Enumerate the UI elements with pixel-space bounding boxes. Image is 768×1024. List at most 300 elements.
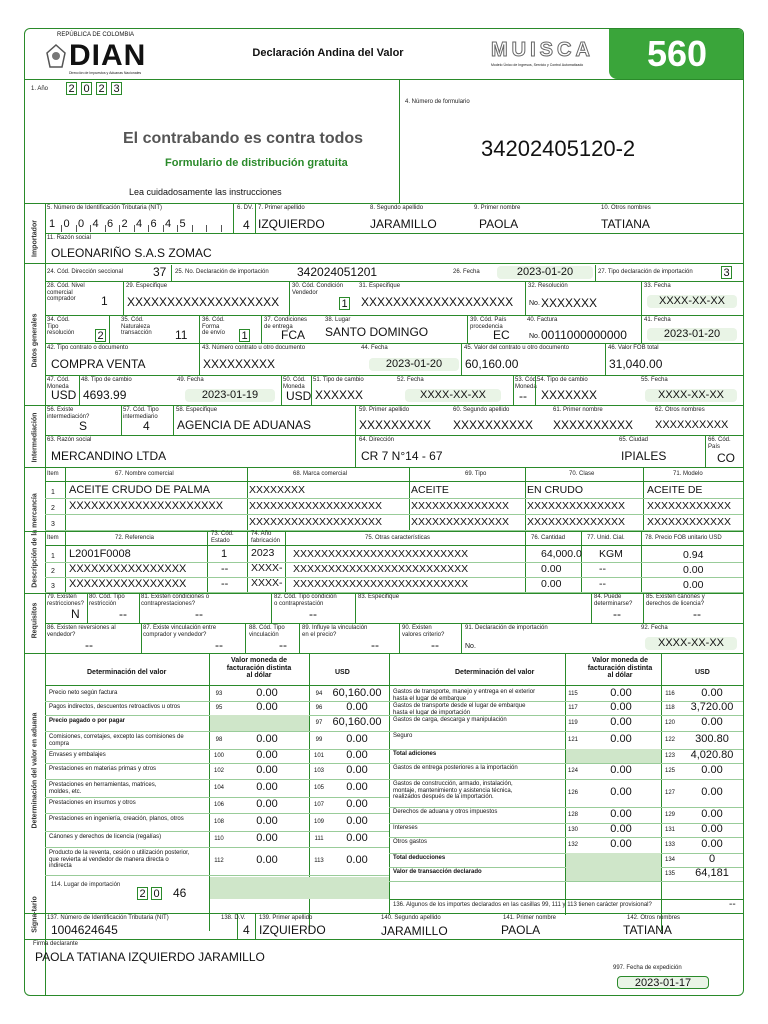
label-51: 51. Tipo de cambio (313, 377, 364, 383)
value-86: -- (85, 638, 93, 652)
items1-modelo: XXXXXXXXXXXX (647, 516, 732, 528)
det-label: Otros gastos (393, 839, 428, 845)
det-label: Comisiones, corretajes, excepto las comisiones de compra (49, 734, 184, 747)
value-57: 4 (143, 419, 150, 433)
value-48: 4693.99 (83, 388, 127, 402)
items2-cantidad: 0.00 (541, 578, 562, 590)
value-140: JARAMILLO (381, 924, 448, 938)
anio-digit: 2 (66, 82, 77, 95)
label-997: 997. Fecha de expedición (613, 965, 682, 971)
det-code: 126 (567, 790, 578, 796)
label-89: 89. Influye la vinculación en el precio? (302, 625, 368, 638)
value-42: COMPRA VENTA (51, 357, 146, 371)
det-code: 123 (664, 753, 675, 759)
section-determinacion: Determinación del valor en aduana (31, 712, 39, 829)
value-43: XXXXXXXXX (203, 357, 276, 371)
value-37: FCA (281, 328, 305, 342)
nit-digit: 1 (49, 218, 56, 230)
digit-tick (76, 225, 77, 232)
det-value: 0.00 (610, 733, 632, 745)
det-code: 122 (664, 737, 675, 743)
det-label: Gastos de carga, descarga y manipulación (393, 717, 507, 723)
free-distribution: Formulario de distribución gratuita (165, 157, 348, 169)
det-code: 105 (313, 785, 324, 791)
label-30: 30. Cód. Condición Vendedor (292, 283, 344, 296)
label-9: 9. Primer nombre (474, 205, 521, 211)
label-92: 92. Fecha (641, 625, 668, 631)
digit-tick (119, 225, 120, 232)
det-label: Gastos de transporte, manejo y entrega en el exterior hasta el lugar de embarque (393, 689, 536, 702)
value-63: MERCANDINO LTDA (51, 449, 167, 463)
label-136: 136. Algunos de los importes declarados en las casillas 99, 111 y 113 tienen carácter provisional? (393, 902, 652, 908)
items1-head-68: 68. Marca comercial (293, 471, 348, 477)
det-label: Total deducciones (393, 855, 446, 861)
value-35: 11 (175, 328, 188, 342)
nit-digit: 0 (78, 218, 85, 230)
items1-tipo: ACEITE (411, 484, 449, 496)
items1-head-70: 70. Clase (569, 471, 595, 477)
label-29: 29. Especifique (126, 283, 168, 289)
digit-tick (177, 225, 178, 232)
value-138: 4 (243, 923, 250, 937)
shaded-cell (210, 877, 389, 899)
label-82: 82. Cód. Tipo condición o contraprestación (274, 594, 337, 607)
det-label: Intereses (393, 825, 418, 831)
value-29: XXXXXXXXXXXXXXXXXXX (127, 295, 280, 309)
form-num-value: 34202405120-2 (481, 136, 636, 161)
items1-tipo: XXXXXXXXXXXXXX (411, 516, 510, 528)
label-141: 141. Primer nombre (503, 915, 557, 921)
det-value: 0 (708, 853, 716, 865)
label-31: 31. Especifique (359, 283, 401, 289)
items2-precio: 0.00 (683, 579, 704, 591)
det-value: 0.00 (701, 838, 723, 850)
det-code: 110 (214, 836, 224, 842)
det-label: Gastos de entrega posteriores a la importación (393, 765, 518, 771)
items2-precio: 0.94 (683, 549, 704, 561)
value-39: EC (493, 328, 510, 342)
label-114: 114. Lugar de importación (51, 882, 121, 888)
label-28: 28. Cód. Nivel comercial comprador (47, 283, 85, 302)
label-45: 45. Valor del contrato u otro documento (464, 345, 569, 351)
items1-modelo: ACEITE DE (647, 484, 703, 496)
nit-digit: 4 (92, 218, 99, 230)
label-35: 35. Cód. Naturaleza transacción (121, 317, 152, 336)
label-36: 36. Cód. Forma de envío (202, 317, 226, 336)
table-row (45, 779, 389, 780)
det-label: Valor de transacción declarado (393, 869, 482, 875)
form-num-label: 4. Número de formulario (405, 99, 470, 105)
dian-logo (43, 31, 203, 75)
value-137: 1004624645 (51, 923, 118, 937)
label-52: 52. Fecha (397, 377, 424, 383)
items2-estado: 1 (221, 548, 228, 560)
nit-digit: 4 (136, 218, 143, 230)
section-signatario: Signa-tario (31, 896, 39, 933)
value-60: XXXXXXXXXX (453, 418, 534, 432)
items2-estado: -- (221, 563, 229, 575)
value-27: 3 (721, 266, 732, 279)
det-head-left: Determinación del valor (87, 669, 167, 676)
det-value: 0.00 (256, 749, 278, 761)
section-descripcion: Descripción de la mercancía (31, 493, 39, 588)
det-value: 0.00 (346, 854, 368, 866)
det-head-usd-left: USD (335, 669, 350, 676)
label-49: 49. Fecha (177, 377, 204, 383)
digit-tick (192, 225, 193, 232)
value-84: -- (613, 607, 621, 621)
det-value: 0.00 (256, 764, 278, 776)
items2-referencia: XXXXXXXXXXXXXXXX (69, 563, 187, 575)
label-37: 37. Condiciones de entrega (264, 317, 308, 330)
det-code: 124 (567, 768, 578, 774)
det-label: Prestaciones en herramientas, matrices, moldes, etc. (49, 782, 157, 795)
items2-unidad: -- (599, 578, 606, 590)
det-label: Derechos de aduana y otros impuestos (393, 809, 498, 815)
digit-tick (163, 225, 164, 232)
label-39: 39. Cód. País procedencia (470, 317, 507, 330)
section-importador: Importador (31, 220, 39, 257)
label-79: 79. Existen restricciones? (47, 594, 85, 607)
items1-clase: XXXXXXXXXXXXXX (527, 500, 626, 512)
value-997: 2023-01-17 (617, 976, 709, 989)
digit-tick (90, 225, 91, 232)
label-54: 54. Tipo de cambio (537, 377, 588, 383)
importador-apellido2: JARAMILLO (370, 217, 437, 231)
value-64: CR 7 N°14 - 67 (361, 449, 443, 463)
label-137: 137. Número de Identificación Tributaria (NIT) (47, 915, 169, 921)
det-value: 0.00 (610, 838, 632, 850)
det-head-mon-right: Valor moneda de facturación distinta al dólar (587, 657, 653, 679)
value-24: 37 (153, 265, 167, 279)
value-45: 60,160.00 (465, 357, 519, 371)
det-code: 128 (567, 812, 578, 818)
shaded-cell (566, 749, 661, 763)
items1-modelo: XXXXXXXXXXXX (647, 500, 732, 512)
label-25: 25. No. Declaración de importación (175, 269, 269, 275)
value-25: 342024051201 (297, 265, 378, 279)
det-value: 300.80 (695, 733, 729, 745)
det-code: 134 (664, 857, 675, 863)
label-26: 26. Fecha (453, 269, 480, 275)
det-code: 108 (213, 819, 224, 825)
items2-head-78: 78. Precio FOB unitario USD (645, 535, 722, 541)
label-58: 58. Especifique (176, 407, 218, 413)
det-code: 109 (313, 819, 324, 825)
section-requisitos: Requisitos (31, 602, 39, 639)
label-60: 60. Segundo apellido (453, 407, 510, 413)
label-43: 43. Número contrato u otro documento (202, 345, 306, 351)
items2-head-item: Item (47, 535, 59, 541)
value-56: S (79, 419, 88, 433)
items1-item-number: 1 (51, 489, 55, 496)
items2-referencia: XXXXXXXXXXXXXXXX (69, 578, 187, 590)
det-label: Producto de la reventa, cesión o utilización posterior, que revierta al vendedor de manera directa o indirecta (49, 850, 190, 870)
det-value: 0.00 (610, 701, 632, 713)
items2-head-75: 75. Otras características (365, 535, 431, 541)
items2-unidad: KGM (599, 548, 623, 560)
det-value: 0.00 (256, 687, 278, 699)
items1-item-number: 2 (51, 505, 55, 512)
value-114-c: 46 (173, 886, 187, 900)
shaded-cell (566, 867, 661, 881)
value-61: XXXXXXXXXX (553, 418, 634, 432)
value-40-prefix: No. (529, 333, 540, 340)
items2-cantidad: 0.00 (541, 563, 562, 575)
republic-label: REPÚBLICA DE COLOMBIA (57, 32, 135, 38)
det-value: 0.00 (346, 701, 368, 713)
digit-tick (61, 225, 62, 232)
det-value: 4,020.80 (690, 749, 734, 761)
value-49: 2023-01-19 (185, 389, 275, 402)
label-6: 6. DV. (237, 205, 254, 211)
slogan: El contrabando es contra todos (123, 130, 364, 147)
importador-razon-social: OLEONARIÑO S.A.S ZOMAC (51, 246, 212, 260)
det-value: 0.00 (256, 781, 278, 793)
det-code: 118 (665, 705, 675, 711)
det-code: 103 (313, 768, 324, 774)
items2-unidad: -- (599, 563, 606, 575)
det-value: 0.00 (346, 815, 368, 827)
label-46: 46. Valor FOB total (608, 345, 659, 351)
label-50: 50. Cód. Moneda (283, 377, 306, 390)
det-value: 0.00 (610, 786, 632, 798)
det-value: 0.00 (701, 786, 723, 798)
det-value: 0.00 (610, 687, 632, 699)
det-value: 0.00 (256, 854, 278, 866)
det-value: 60,160.00 (332, 716, 382, 728)
label-47: 47. Cód. Moneda (47, 377, 70, 390)
det-code: 119 (568, 720, 578, 726)
table-row (45, 498, 744, 499)
label-66: 66. Cód. País (708, 437, 731, 450)
nit-digit: 5 (179, 218, 186, 230)
det-code: 121 (567, 737, 578, 743)
anio-digit: 3 (111, 82, 122, 95)
table-row (45, 514, 744, 515)
items2-referencia: L2001F0008 (69, 548, 131, 560)
det-value: 0.00 (701, 687, 723, 699)
items2-head-72: 72. Referencia (115, 535, 155, 541)
value-82: -- (309, 607, 317, 621)
det-code: 97 (315, 720, 323, 726)
det-code: 104 (213, 785, 224, 791)
nit-digit: 6 (107, 218, 114, 230)
value-59: XXXXXXXXX (359, 418, 432, 432)
det-code: 116 (665, 691, 675, 697)
value-85: -- (693, 607, 701, 621)
muisca-subtitle: Modelo Único de Ingresos, Servicio y Control Automatizado (491, 63, 584, 67)
label-139: 139. Primer apellido (259, 915, 313, 921)
label-32: 32. Resolución (528, 283, 568, 289)
label-63: 63. Razón social (47, 437, 92, 443)
items2-item-number: 2 (51, 568, 55, 575)
items1-head-69: 69. Tipo (465, 471, 487, 477)
value-firma: PAOLA TATIANA IZQUIERDO JARAMILLO (35, 950, 265, 964)
label-87: 87. Existe vinculación entre comprador y vendedor? (143, 625, 217, 638)
items1-head-item: Item (47, 471, 59, 477)
det-label: Prestaciones en ingeniería, creación, planos, otros (49, 816, 184, 822)
table-row (45, 847, 389, 848)
label-140: 140. Segundo apellido (381, 915, 441, 921)
form-number-banner (609, 29, 744, 79)
value-87: -- (215, 638, 223, 652)
det-head-right: Determinación del valor (455, 669, 535, 676)
items1-marca: XXXXXXXX (249, 484, 306, 496)
det-label: Total adiciones (393, 751, 437, 757)
nit-digit: 0 (63, 218, 70, 230)
label-88: 88. Cód. Tipo vinculación (249, 625, 285, 638)
label-56: 56. Existe intermediación? (47, 407, 90, 420)
det-value: 0.00 (701, 716, 723, 728)
items2-item-number: 1 (51, 553, 55, 560)
det-label: Prestaciones en materias primas y otros (49, 766, 157, 772)
digit-tick (148, 225, 149, 232)
items2-head-77: 77. Unid. Cial. (587, 535, 625, 541)
value-139: IZQUIERDO (259, 923, 326, 937)
items2-otras: XXXXXXXXXXXXXXXXXXXXXXXXX (293, 578, 469, 590)
value-32-prefix: No. (529, 300, 540, 307)
value-136: -- (729, 899, 736, 910)
table-row (45, 813, 389, 814)
section-datos-generales: Datos generales (31, 313, 39, 368)
label-65: 65. Ciudad (619, 437, 649, 443)
det-head-mon-left: Valor moneda de facturación distinta al dólar (226, 657, 292, 679)
value-31: XXXXXXXXXXXXXXXXXXX (361, 295, 514, 309)
items2-precio: 0.00 (683, 564, 704, 576)
items2-cantidad: 64,000.0 (541, 548, 582, 560)
value-51: XXXXXX (315, 388, 364, 402)
items1-marca: XXXXXXXXXXXXXXXXXXX (249, 500, 383, 512)
label-59: 59. Primer apellido (359, 407, 410, 413)
det-label: Precio neto según factura (49, 690, 118, 696)
det-value: 0.00 (256, 701, 278, 713)
table-row (45, 731, 389, 732)
det-value: 0.00 (346, 798, 368, 810)
form-560 (24, 28, 744, 996)
nit-digit: 2 (121, 218, 128, 230)
label-34: 34. Cód. Tipo resolución (47, 317, 75, 336)
label-57: 57. Cód. Tipo intermediario (123, 407, 159, 420)
label-86: 86. Existen reversiones al vendedor? (47, 625, 116, 638)
det-label: Pagos indirectos, descuentos retroactivos u otros (49, 704, 181, 710)
nit-digit: 4 (165, 218, 172, 230)
items1-marca: XXXXXXXXXXXXXXXXXXX (249, 516, 383, 528)
label-81: 81. Existen condiciones o contraprestaciones? (141, 594, 210, 607)
det-label: Gastos de transporte desde el lugar de embarque hasta el lugar de importación (393, 703, 526, 716)
table-row (389, 881, 744, 882)
det-value: 0.00 (701, 808, 723, 820)
value-66: CO (717, 451, 735, 465)
det-code: 102 (213, 768, 224, 774)
anio-digit: 2 (96, 82, 107, 95)
label-138: 138. D.V. (221, 915, 246, 921)
label-41: 41. Fecha (644, 317, 671, 323)
det-code: 131 (664, 827, 675, 833)
value-47: USD (51, 388, 77, 402)
importador-nombre1: PAOLA (479, 217, 519, 231)
value-62: XXXXXXXXXX (655, 419, 729, 431)
items1-clase: XXXXXXXXXXXXXX (527, 516, 626, 528)
label-91: 91. Declaración de importación (465, 625, 548, 631)
nit-digit: 6 (150, 218, 157, 230)
label-38: 38. Lugar (325, 317, 351, 323)
value-80: -- (119, 607, 127, 621)
det-label: Precio pagado o por pagar (49, 718, 126, 724)
muisca-wordmark: MUISCA (491, 39, 594, 61)
det-code: 133 (664, 842, 675, 848)
det-value: 0.00 (256, 798, 278, 810)
dian-wordmark: DIAN (69, 39, 147, 72)
value-89: -- (371, 638, 379, 652)
digit-tick (221, 225, 222, 232)
value-33: XXXX-XX-XX (647, 295, 737, 308)
anio-label: 1. Año (31, 86, 49, 92)
label-83: 83. Especifique (358, 594, 400, 600)
digit-tick (134, 225, 135, 232)
det-value: 0.00 (701, 823, 723, 835)
label-64: 64. Dirección (359, 437, 395, 443)
det-label: Prestaciones en insumos y otros (49, 800, 136, 806)
det-code: 98 (215, 737, 223, 743)
label-55: 55. Fecha (641, 377, 668, 383)
det-value: 0.00 (610, 764, 632, 776)
det-code: 115 (568, 691, 578, 697)
det-value: 0.00 (346, 749, 368, 761)
label-85: 85. Existen cánones y derechos de licencia? (646, 594, 705, 607)
section-intermediacion: Intermediación (31, 412, 39, 463)
label-61: 61. Primer nombre (553, 407, 603, 413)
value-141: PAOLA (501, 923, 541, 937)
label-48: 48. Tipo de cambio (81, 377, 132, 383)
det-value: 0.00 (256, 815, 278, 827)
items2-head-76: 76. Cantidad (531, 535, 566, 541)
value-58: AGENCIA DE ADUANAS (177, 418, 312, 432)
form-number: 560 (646, 33, 708, 74)
label-84: 84. Puede determinarse? (594, 594, 633, 607)
value-44: 2023-01-20 (369, 358, 459, 371)
items2-anio: XXXX- (251, 562, 283, 574)
det-code: 99 (315, 737, 323, 743)
items2-anio: XXXX- (251, 577, 283, 589)
items2-otras: XXXXXXXXXXXXXXXXXXXXXXXXX (293, 548, 469, 560)
det-label: Envases y embalajes (49, 752, 106, 758)
items2-item-number: 3 (51, 583, 55, 590)
det-label: Gastos de construcción, armado, instalación, montaje, mantenimiento y asistencia técnica, realizados después de la importación. (393, 781, 513, 801)
det-label: Seguro (393, 733, 413, 739)
value-30: 1 (339, 297, 350, 310)
det-code: 96 (315, 705, 323, 711)
value-79: N (71, 607, 80, 621)
items2-head-74: 74. Año fabricación (251, 531, 281, 544)
table-row (389, 731, 744, 732)
det-code: 112 (214, 858, 224, 864)
importador-apellido1: IZQUIERDO (258, 217, 325, 231)
items2-anio: 2023 (251, 547, 275, 559)
value-53: -- (519, 389, 527, 403)
label-5: 5. Número de Identificación Tributaria (NIT) (47, 205, 163, 211)
value-65: IPIALES (621, 449, 667, 463)
label-40: 40. Factura (527, 317, 558, 323)
label-24: 24. Cód. Dirección seccional (47, 269, 124, 275)
value-88: -- (279, 638, 287, 652)
items2-head-73: 73. Cód. Estado (211, 531, 234, 544)
table-row (45, 875, 389, 876)
label-90: 90. Existen valores criterio? (402, 625, 445, 638)
value-114-b: 0 (151, 887, 162, 900)
det-code: 101 (313, 753, 324, 759)
value-142: TATIANA (623, 923, 672, 937)
